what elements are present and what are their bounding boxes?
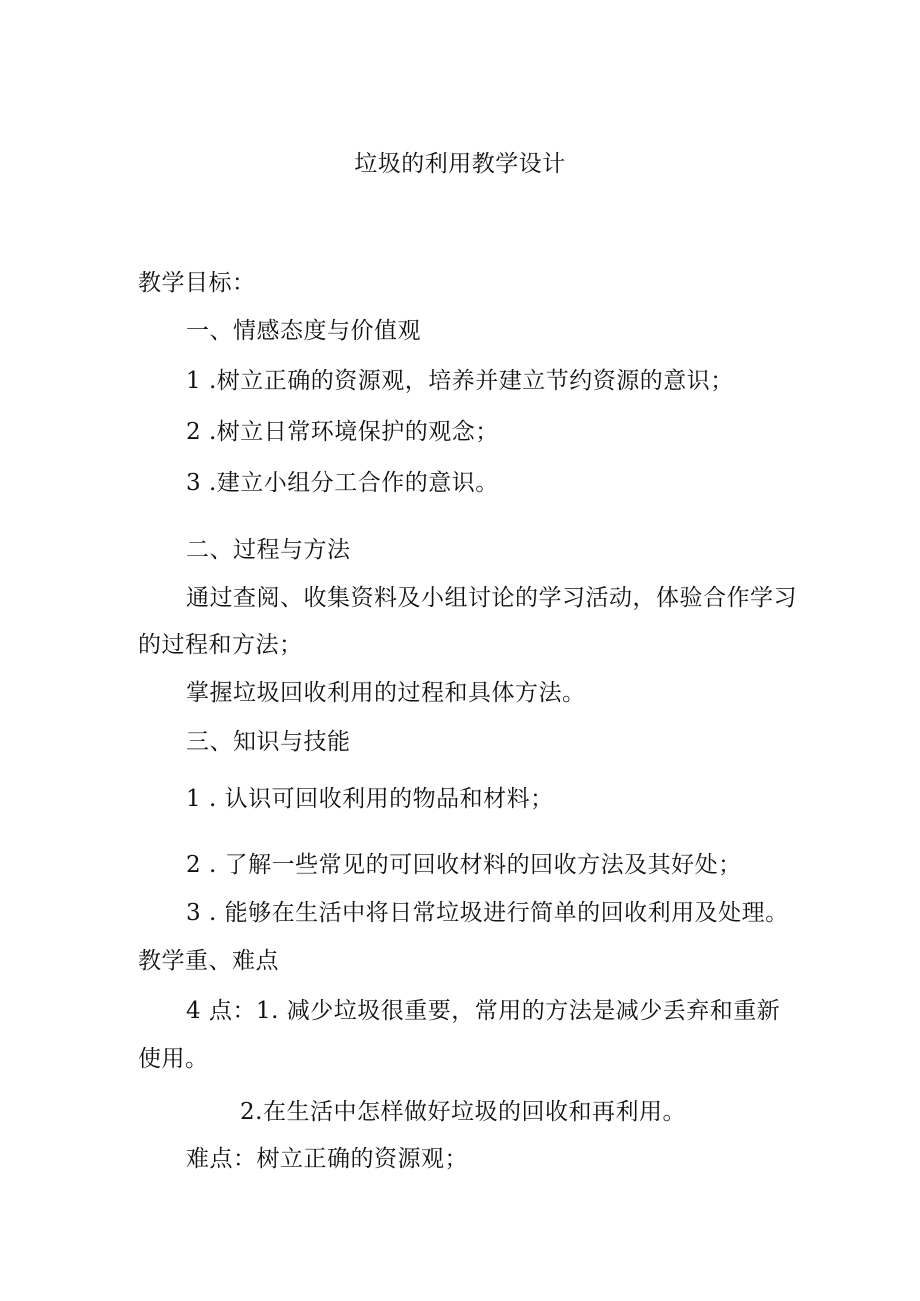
key-point-line1: 4 点：1. 减少垃圾很重要，常用的方法是减少丢弃和重新 <box>186 998 781 1024</box>
section1-item-2: 2 .树立日常环境保护的观念； <box>186 419 499 445</box>
section3-heading: 三、知识与技能 <box>186 729 351 755</box>
section2-para1-line1: 通过查阅、收集资料及小组讨论的学习活动，体验合作学习 <box>186 585 797 611</box>
section1-item-1: 1 .树立正确的资源观，培养并建立节约资源的意识； <box>186 368 734 394</box>
page-title: 垃圾的利用教学设计 <box>354 151 566 177</box>
section3-item-2: 2 . 了解一些常见的可回收材料的回收方法及其好处； <box>186 852 742 878</box>
key-point-item2: 2.在生活中怎样做好垃圾的回收和再利用。 <box>240 1099 686 1125</box>
section1-item-3: 3 .建立小组分工合作的意识。 <box>186 470 499 496</box>
section3-item-3: 3 . 能够在生活中将日常垃圾进行简单的回收利用及处理。 <box>186 900 789 926</box>
section3-item-1: 1 . 认识可回收利用的物品和材料； <box>186 786 554 812</box>
section2-para1-line2: 的过程和方法； <box>138 632 303 658</box>
section1-heading: 一、情感态度与价值观 <box>186 318 421 344</box>
section2-para2: 掌握垃圾回收利用的过程和具体方法。 <box>186 680 586 706</box>
difficulty-line: 难点：树立正确的资源观； <box>186 1146 468 1172</box>
key-point-line2: 使用。 <box>138 1046 209 1072</box>
key-points-heading: 教学重、难点 <box>138 948 279 974</box>
objectives-heading: 教学目标： <box>138 270 256 296</box>
section2-heading: 二、过程与方法 <box>186 537 351 563</box>
